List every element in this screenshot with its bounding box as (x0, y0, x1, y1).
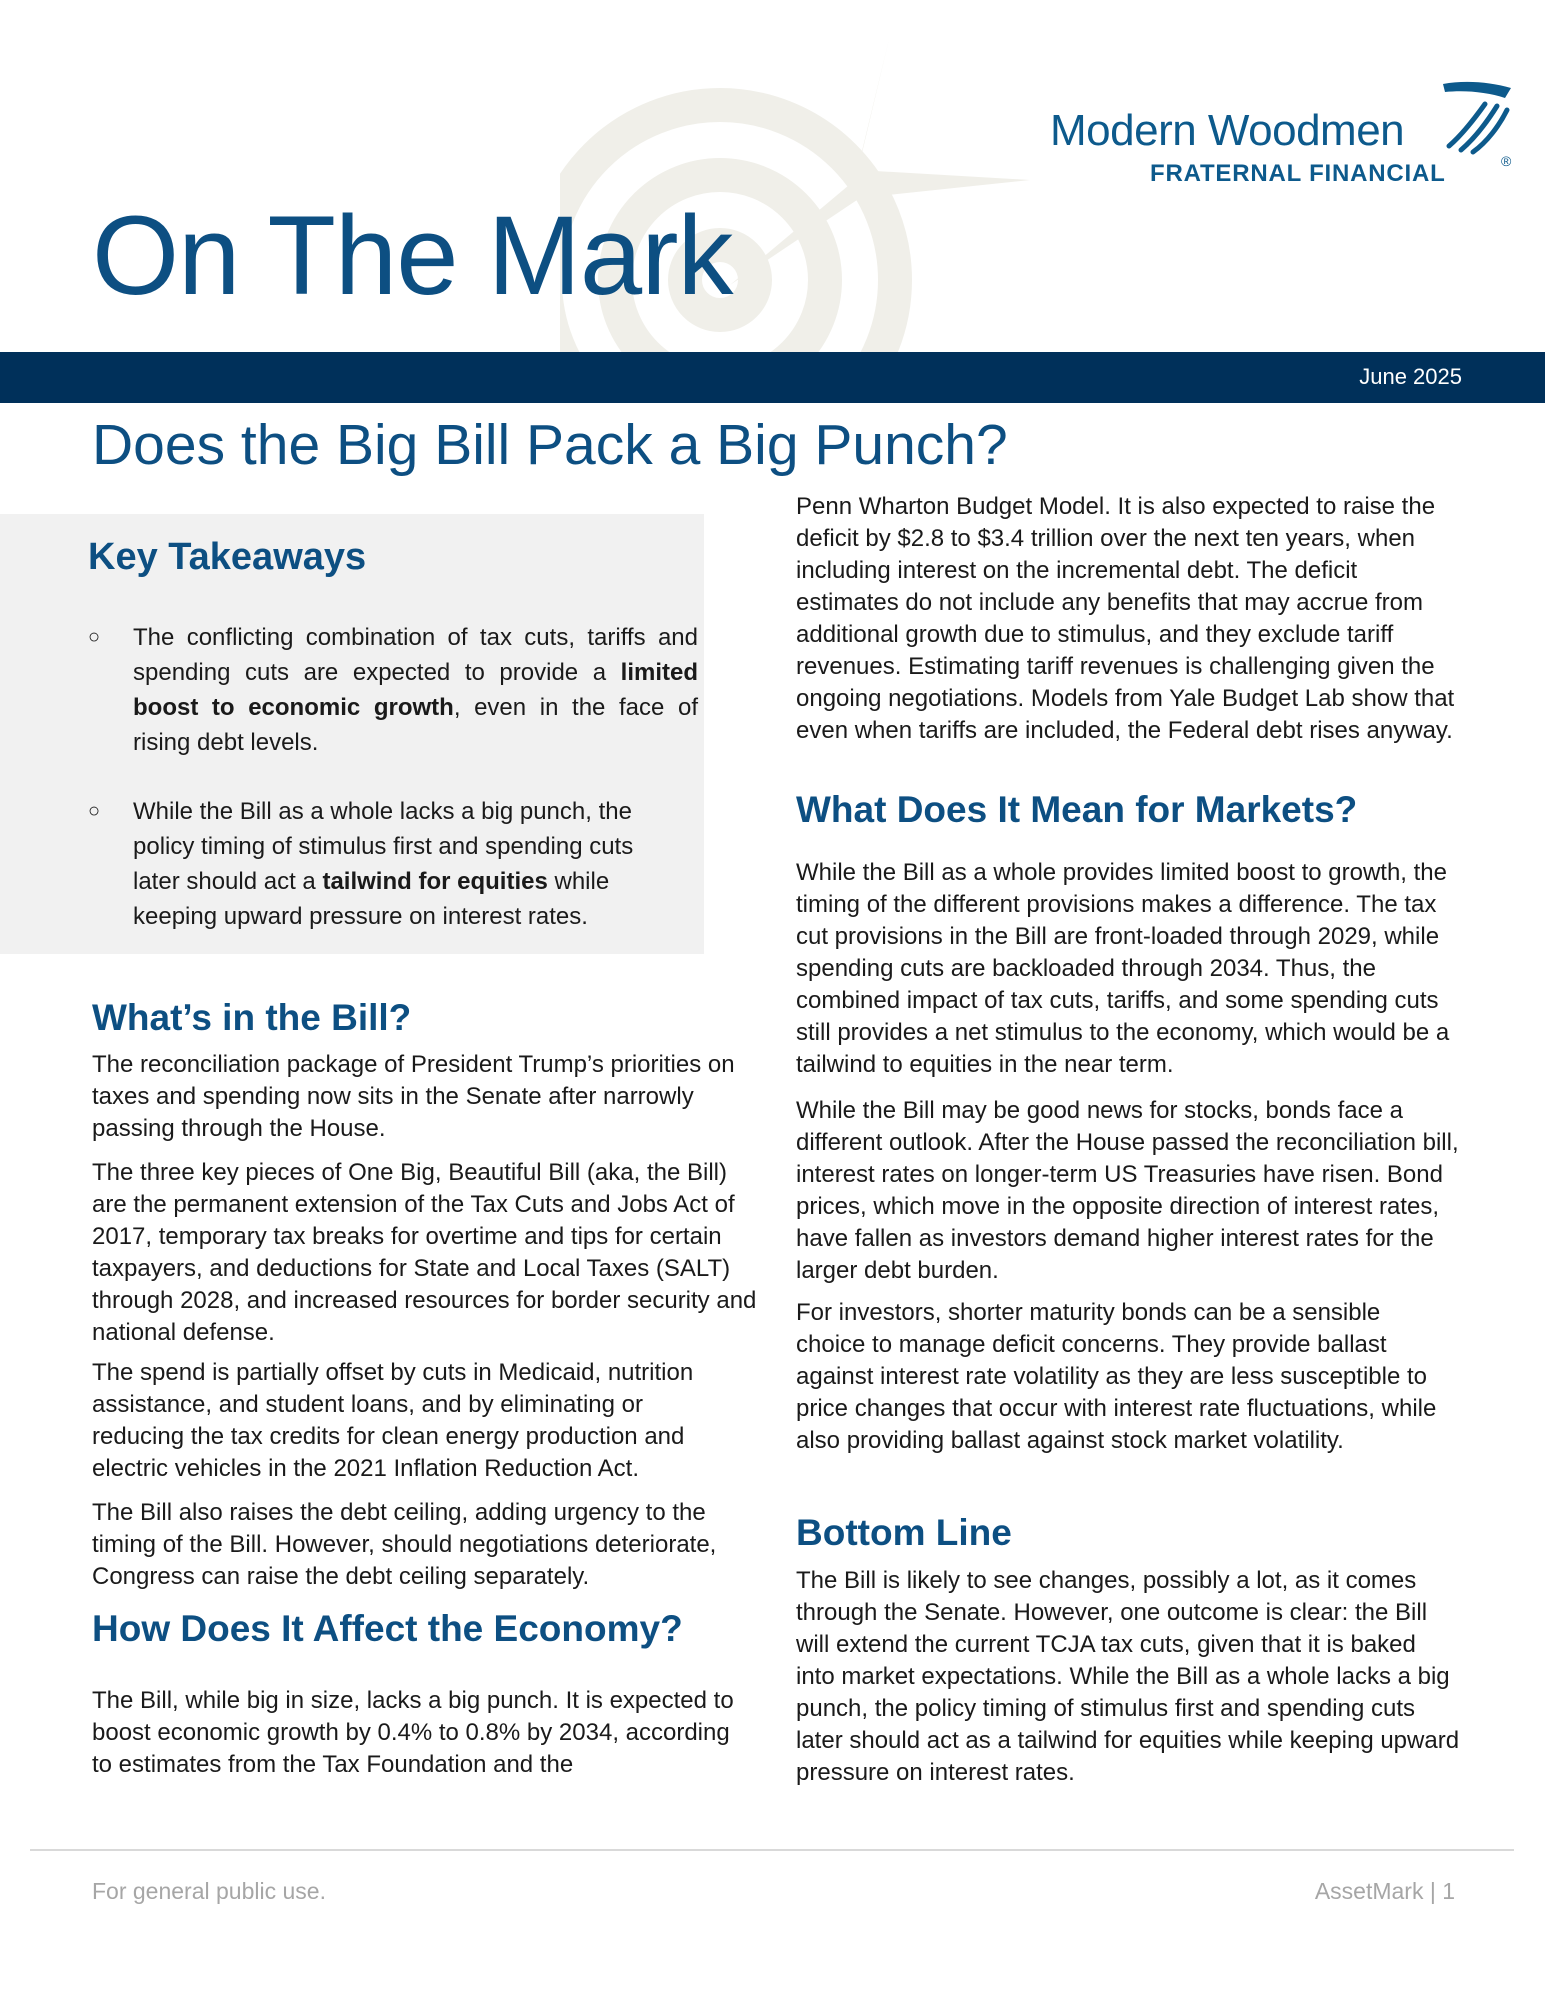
takeaway-text: , even in the face of rising debt levels. (133, 694, 698, 756)
paragraph: While the Bill as a whole provides limited boost to growth, the timing of the different provisions makes a difference. The tax cut provisions in the Bill are front-loaded through 2029, while spending cuts are backloaded through 2034. Thus, the combined impact of tax cuts, tariffs, and some spending cuts still provides a net stimulus to the economy, which would be a tailwind to equities in the near term. (796, 859, 1450, 1078)
page-title: Does the Big Bill Pack a Big Punch? (92, 413, 1008, 477)
hollow-circle-icon: ○ (88, 626, 101, 648)
section-heading-economy: How Does It Affect the Economy? (92, 1608, 683, 1649)
masthead-title: On The Mark (92, 193, 733, 318)
section-heading-bottom-line: Bottom Line (796, 1512, 1012, 1553)
footer-page-number: AssetMark | 1 (1314, 1878, 1455, 1904)
paragraph: The Bill also raises the debt ceiling, adding urgency to the timing of the Bill. However, should negotiations deteriorate, Congress can raise the debt ceiling separately. (92, 1499, 717, 1590)
footer-divider (30, 1849, 1514, 1851)
issue-date: June 2025 (1359, 364, 1462, 389)
left-column (92, 0, 757, 2000)
takeaway-text: While the Bill as a whole lacks a big punch, the policy timing of stimulus first and spending cuts later should act a (133, 798, 634, 895)
right-column (796, 0, 1460, 2000)
paragraph: The three key pieces of One Big, Beautiful Bill (aka, the Bill) are the permanent extension of the Tax Cuts and Jobs Act of 2017, temporary tax breaks for overtime and tips for certain taxpayers, and deductions for State and Local Taxes (SALT) through 2028, and increased resources for border security and national defense. (92, 1159, 757, 1346)
section-heading-markets: What Does It Mean for Markets? (796, 789, 1358, 830)
takeaway-emphasis: limited boost to economic growth (133, 659, 698, 721)
paragraph: While the Bill may be good news for stocks, bonds face a different outlook. After the House passed the reconciliation bill, interest rates on longer-term US Treasuries have risen. Bond prices, which move in the opposite direction of interest rates, have fallen as investors demand higher interest rates for the larger debt burden. (796, 1097, 1459, 1284)
hollow-circle-icon: ○ (88, 800, 101, 822)
registered-mark: ® (1501, 153, 1512, 169)
takeaway-text: The conflicting combination of tax cuts, tariffs and spending cuts are expected to provide a (133, 624, 698, 686)
takeaway-text: while keeping upward pressure on interest rates. (133, 868, 610, 930)
section-heading-whats-in-bill: What’s in the Bill? (92, 997, 412, 1038)
paragraph: The Bill, while big in size, lacks a big punch. It is expected to boost economic growth by 0.4% to 0.8% by 2034, according to estimates from the Tax Foundation and the (92, 1687, 734, 1778)
takeaway-emphasis: tailwind for equities (322, 868, 548, 895)
paragraph: For investors, shorter maturity bonds can be a sensible choice to manage deficit concerns. They provide ballast against interest rate volatility as they are less susceptible to price changes that occur with interest rate fluctuations, while also providing ballast against stock market volatility. (796, 1299, 1437, 1454)
paragraph: The reconciliation package of President Trump’s priorities on taxes and spending now sits in the Senate after narrowly passing through the House. (92, 1051, 735, 1142)
key-takeaways-heading: Key Takeaways (88, 536, 367, 578)
brand-name: Modern Woodmen (1050, 106, 1405, 155)
brand-subtitle: FRATERNAL FINANCIAL (1150, 160, 1446, 187)
footer-disclaimer: For general public use. (92, 1878, 326, 1904)
paragraph: Penn Wharton Budget Model. It is also expected to raise the deficit by $2.8 to $3.4 trillion over the next ten years, when including interest on the incremental debt. The deficit estimates do not include any benefits that may accrue from additional growth due to stimulus, and they exclude tariff revenues. Estimating tariff revenues is challenging given the ongoing negotiations. Models from Yale Budget Lab show that even when tariffs are included, the Federal debt rises anyway. (796, 493, 1455, 744)
paragraph: The spend is partially offset by cuts in Medicaid, nutrition assistance, and student loans, and by eliminating or reducing the tax credits for clean energy production and electric vehicles in the 2021 Inflation Reduction Act. (92, 1359, 694, 1482)
paragraph: The Bill is likely to see changes, possibly a lot, as it comes through the Senate. However, one outcome is clear: the Bill will extend the current TCJA tax cuts, given that it is baked into market expectations. While the Bill as a whole lacks a big punch, the policy timing of stimulus first and spending cuts later should act as a tailwind for equities while keeping upward pressure on interest rates. (796, 1567, 1460, 1786)
